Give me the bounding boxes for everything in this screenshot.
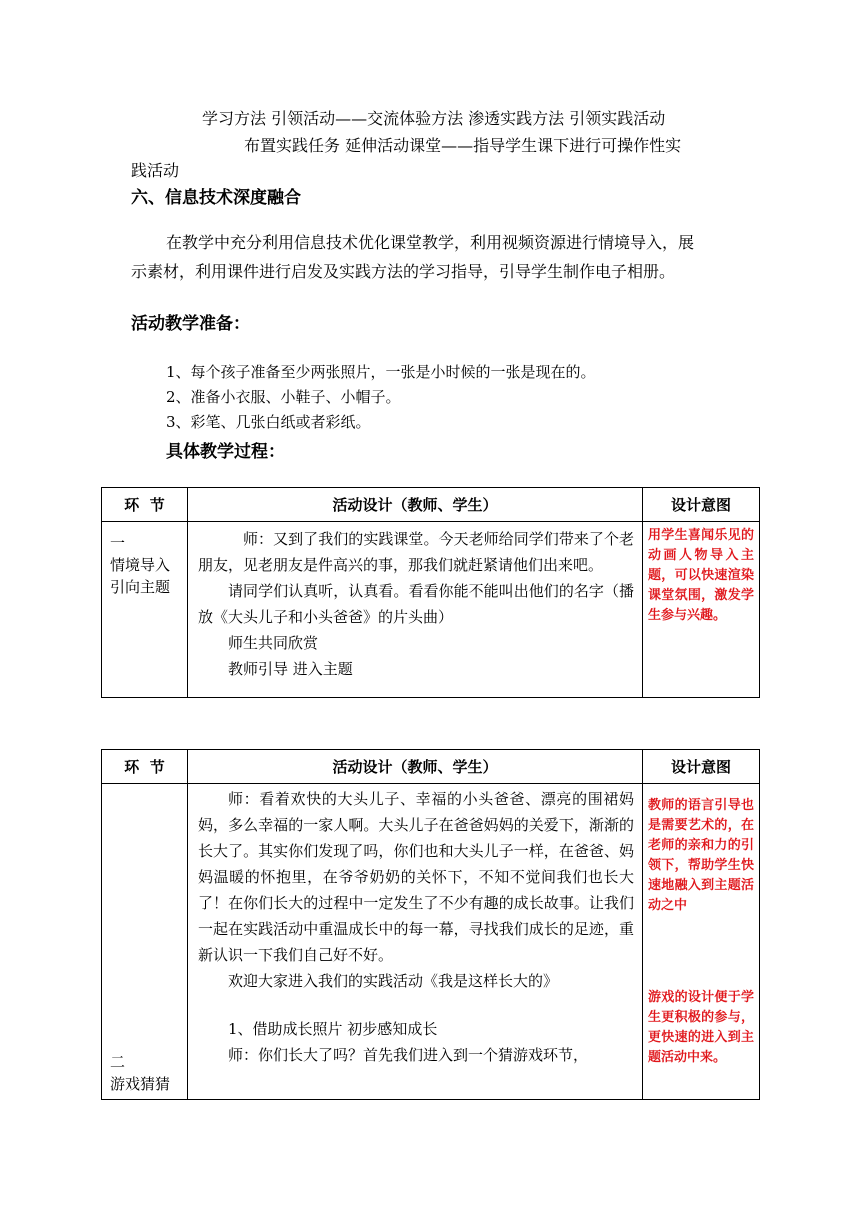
design-paragraph: 欢迎大家进入我们的实践活动《我是这样长大的》: [228, 972, 559, 990]
stage-number: 二: [110, 1053, 126, 1071]
intent-cell: [643, 522, 760, 698]
table-header-row: [102, 488, 760, 522]
prep-item: 1、每个孩子准备至少两张照片，一张是小时候的一张是现在的。: [166, 363, 596, 381]
stage-cell: [102, 784, 188, 1100]
stage-cell: [102, 522, 188, 698]
table-row: [102, 522, 760, 698]
design-paragraph: 请同学们认真听，认真看。看看你能不能叫出他们的名字（播放《大头儿子和小头爸爸》的片头曲）: [198, 582, 634, 626]
method-line-1: 学习方法 引领活动——交流体验方法 渗透实践方法 引领实践活动: [202, 109, 666, 128]
method-line-2: 布置实践任务 延伸活动课堂——指导学生课下进行可操作性实: [244, 136, 682, 155]
intent-text: 游戏的设计便于学生更积极的参与，更快速的进入到主题活动中来。: [648, 990, 754, 1065]
intent-cell: [643, 784, 760, 1100]
design-cell: [188, 522, 643, 698]
stage-name: 游戏猜猜: [110, 1075, 171, 1093]
design-paragraph: 教师引导 进入主题: [228, 660, 353, 678]
header-intent: 设计意图: [643, 750, 760, 784]
section-6-heading: 六、信息技术深度融合: [131, 188, 301, 208]
table-header-row: [102, 750, 760, 784]
prep-item: 3、彩笔、几张白纸或者彩纸。: [166, 413, 371, 431]
process-heading: 具体教学过程：: [166, 442, 285, 462]
lesson-table-2: [101, 749, 760, 1100]
design-cell: [188, 784, 643, 1100]
stage-name: 情境导入: [110, 556, 171, 574]
prep-heading: 活动教学准备：: [131, 314, 250, 334]
section-6-para-line-1: 在教学中充分利用信息技术优化课堂教学，利用视频资源进行情境导入，展: [166, 233, 695, 252]
header-intent: 设计意图: [643, 488, 760, 522]
header-stage: 环 节: [102, 488, 188, 522]
header-design: 活动设计（教师、学生）: [188, 488, 643, 522]
design-paragraph: 1、借助成长照片 初步感知成长: [228, 1020, 438, 1038]
intent-text: 用学生喜闻乐见的动画人物导入主题，可以快速渲染课堂氛围，激发学生参与兴趣。: [648, 528, 754, 623]
design-paragraph: 师：看着欢快的大头儿子、幸福的小头爸爸、漂亮的围裙妈妈，多么幸福的一家人啊。大头儿子在爸爸妈妈的关爱下，渐渐的长大了。其实你们发现了吗，你们也和大头儿子一样，在爸爸、妈妈温暖的怀抱里，在爷爷奶奶的关怀下，不知不觉间我们也长大了！在你们长大的过程中一定发生了不少有趣的成长故事。让我们一起在实践活动中重温成长中的每一幕，寻找我们成长的足迹，重新认识一下我们自己好不好。: [198, 790, 634, 964]
table-row: [102, 784, 760, 1100]
method-line-3: 践活动: [131, 161, 180, 180]
design-paragraph: 师：又到了我们的实践课堂。今天老师给同学们带来了个老朋友，见老朋友是件高兴的事，那我们就赶紧请他们出来吧。: [198, 530, 634, 574]
section-6-para-line-2: 示素材，利用课件进行启发及实践方法的学习指导，引导学生制作电子相册。: [131, 262, 676, 281]
stage-name: 引向主题: [110, 578, 171, 596]
header-stage: 环 节: [102, 750, 188, 784]
header-design: 活动设计（教师、学生）: [188, 750, 643, 784]
prep-item: 2、准备小衣服、小鞋子、小帽子。: [166, 388, 401, 406]
stage-number: 一: [110, 534, 126, 552]
intent-text: 教师的语言引导也是需要艺术的，在老师的亲和力的引领下，帮助学生快速地融入到主题活动之中: [648, 798, 754, 913]
design-paragraph: 师：你们长大了吗？首先我们进入到一个猜游戏环节，: [228, 1046, 589, 1064]
lesson-table-1: [101, 487, 760, 698]
design-paragraph: 师生共同欣赏: [228, 634, 319, 652]
